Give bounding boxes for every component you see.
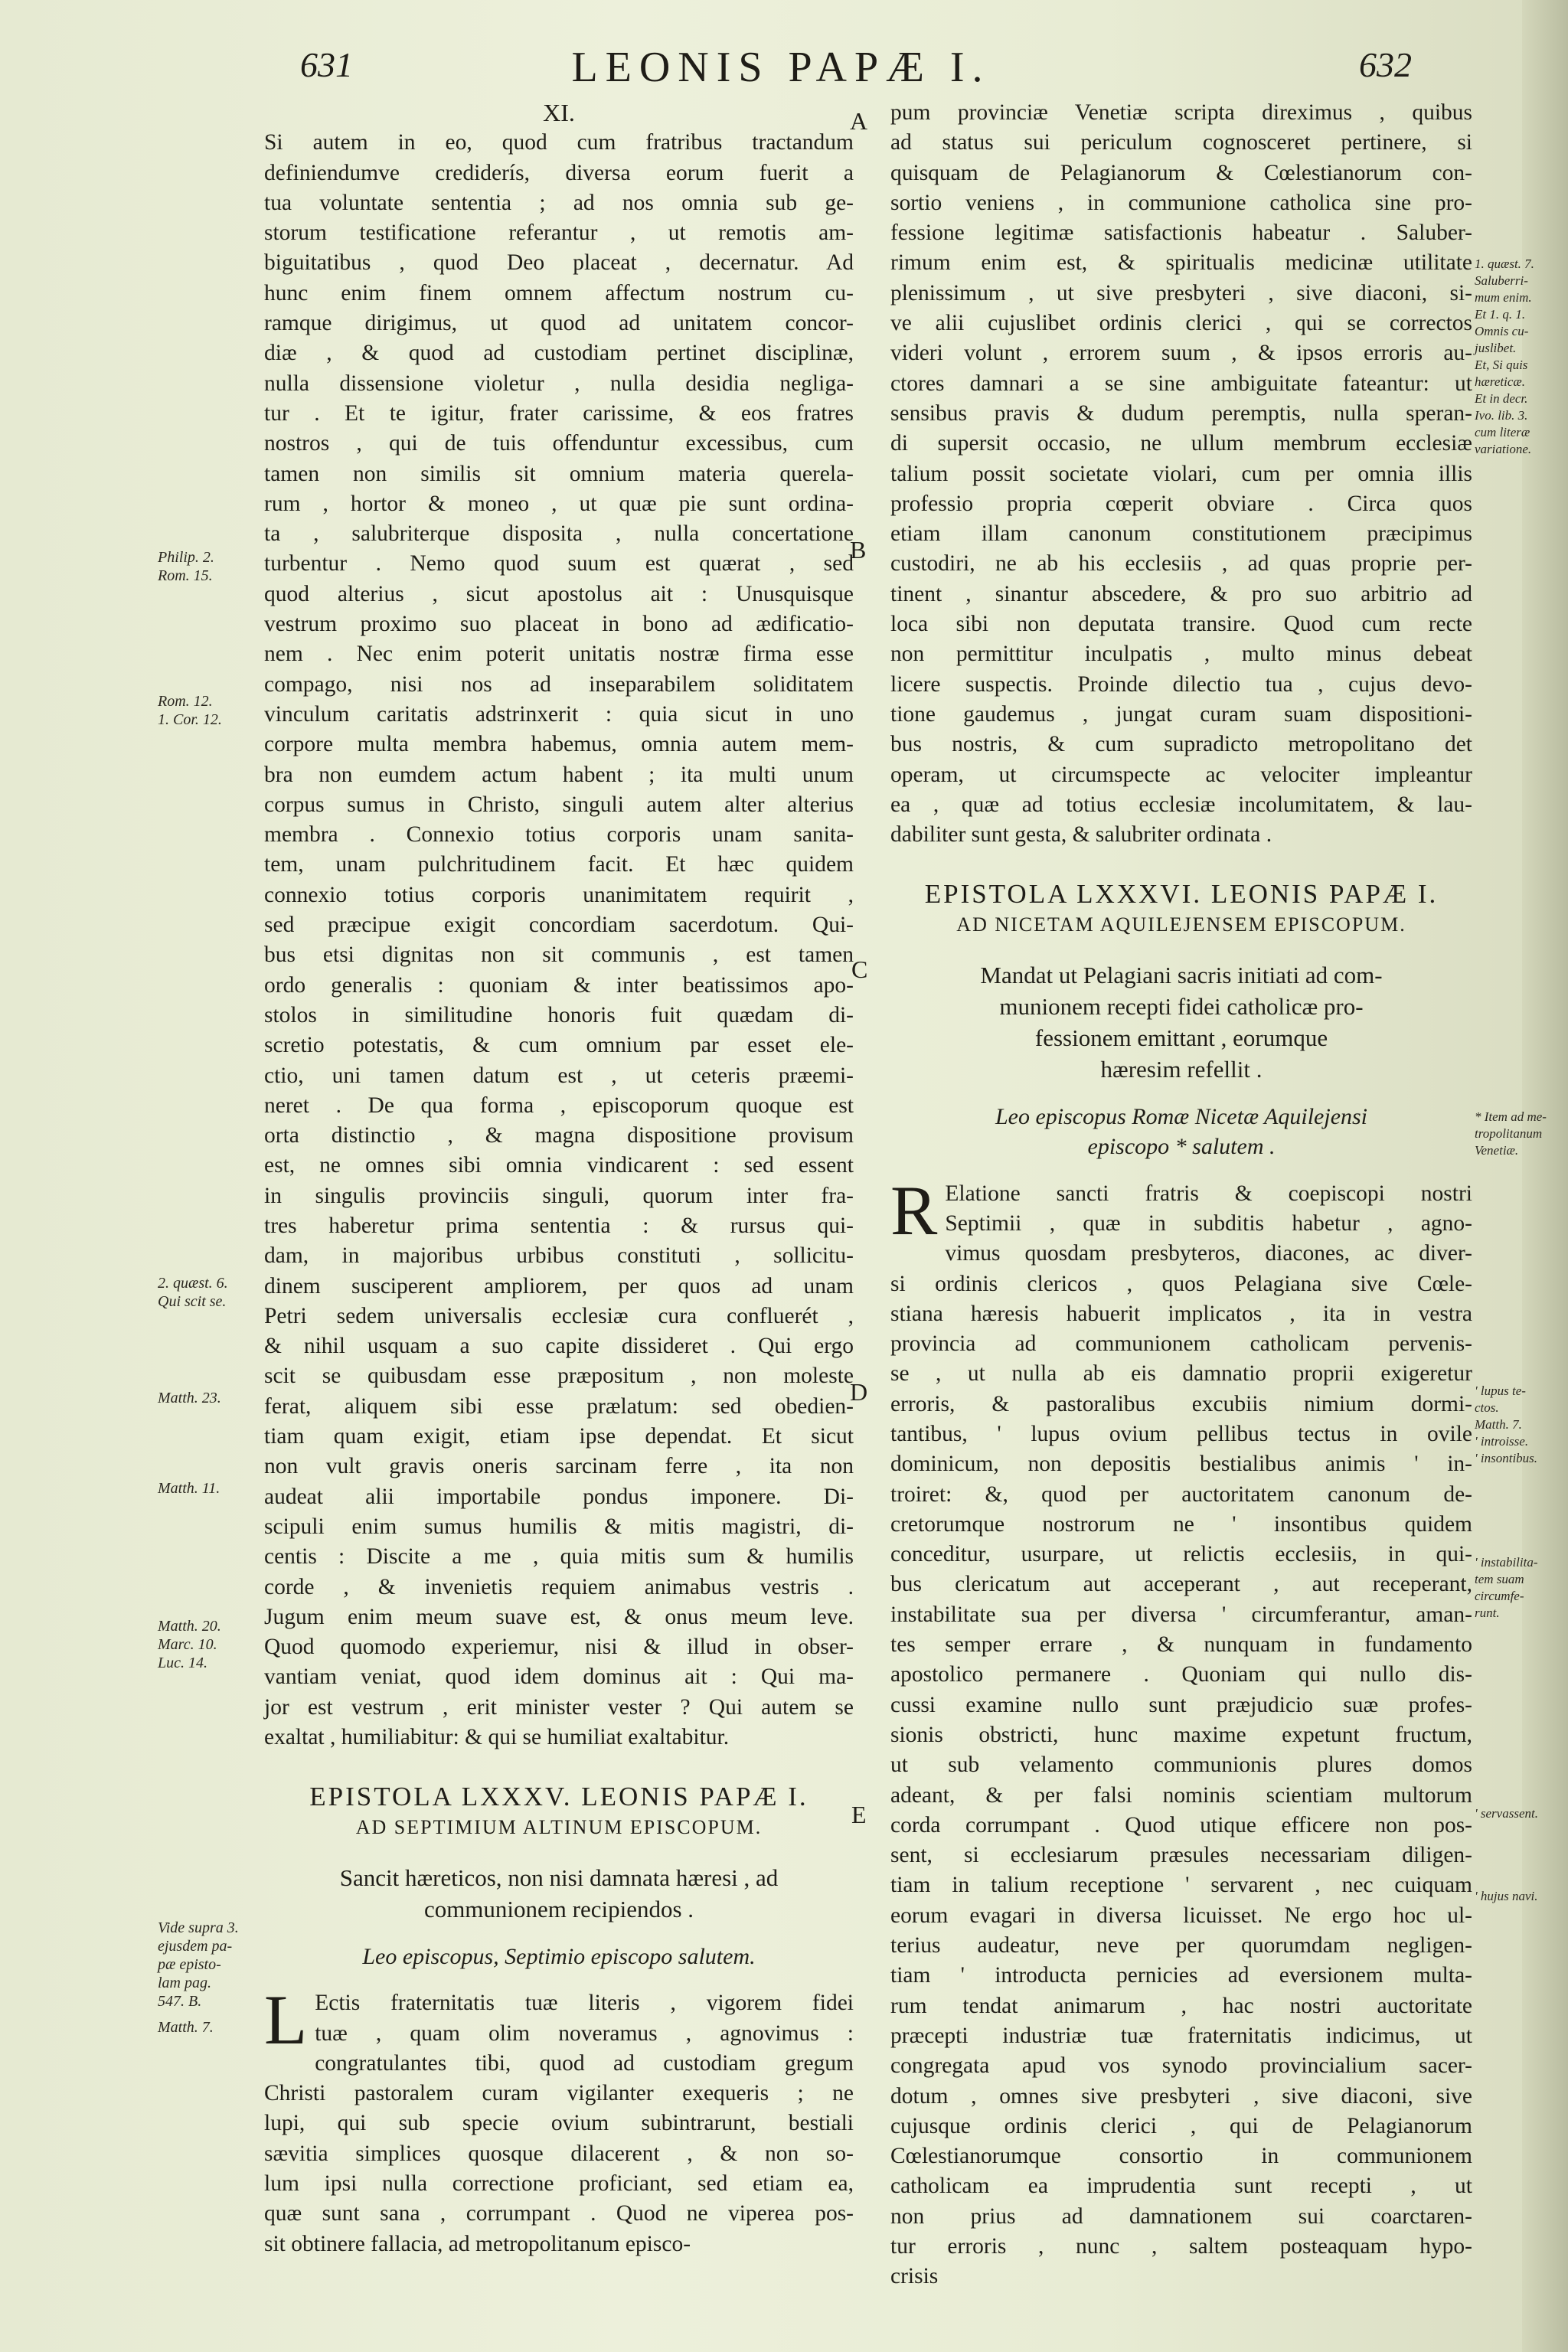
text-line: corpus sumus in Christo, singuli autem alter alterius bbox=[264, 792, 854, 817]
text-line: sed præcipue exigit concordiam sacerdotum. Qui- bbox=[264, 913, 854, 938]
text-line: neret . De qua forma , episcoporum quoque est bbox=[264, 1093, 854, 1118]
margin-note: Rom. 12. 1. Cor. 12. bbox=[158, 693, 222, 728]
epistle-86-subheading: AD NICETAM AQUILEJENSEM EPISCOPUM. bbox=[956, 913, 1406, 936]
epistle-86-summary bbox=[890, 959, 1472, 1085]
text-line: nulla dissensione violetur , nulla desidia negliga- bbox=[264, 371, 854, 396]
text-line: tiam quam exigit, etiam ipse dependat. Et sicut bbox=[264, 1424, 854, 1449]
right-body-text bbox=[890, 98, 1472, 850]
text-line: ferat, aliquem sibi esse prælatum: sed obedien- bbox=[264, 1393, 854, 1419]
text-line: terius audeatur, neve per quorumdam negligen- bbox=[890, 1933, 1472, 1958]
text-line: si ordinis clericos , quos Pelagiana sive Cœle- bbox=[890, 1271, 1472, 1296]
epistle-86-body bbox=[890, 1171, 1472, 2292]
text-line: Cœlestianorumque consortio in communionem bbox=[890, 2144, 1472, 2169]
section-letter-a: A bbox=[850, 107, 868, 135]
text-line: vimus quosdam presbyteros, diacones, ac diver- bbox=[945, 1241, 1472, 1266]
epistle-86-heading: EPISTOLA LXXXVI. LEONIS PAPÆ I. bbox=[924, 879, 1439, 910]
summary-line: fessionem emittant , eorumque bbox=[1034, 1024, 1328, 1052]
text-line: ea , quæ ad totius ecclesiæ incolumitatem, & lau- bbox=[890, 792, 1472, 817]
text-line: di supersit occasio, ne ullum membrum ecclesiæ bbox=[890, 431, 1472, 456]
text-line: ctores damnari a se sine ambiguitate fateantur: ut bbox=[890, 371, 1472, 396]
text-line: lum ipsi nulla correctione proficiant, sed etiam ea, bbox=[264, 2171, 854, 2196]
text-line: provincia ad communionem catholicam pervenis- bbox=[890, 1331, 1472, 1357]
text-line: videri volunt , errorem suum , & ipsos erroris au- bbox=[890, 341, 1472, 366]
text-line: Christi pastoralem curam vigilanter exequeris ; ne bbox=[264, 2081, 854, 2106]
text-line: ta , salubriterque disposita , nulla concertatione bbox=[264, 521, 854, 547]
folio-left: 631 bbox=[300, 45, 353, 84]
text-line: diæ , & quod ad custodiam pertinet disciplinæ, bbox=[264, 341, 854, 366]
margin-note: ' lupus te- ctos. Matth. 7. ' introisse. ' insontibus. bbox=[1475, 1383, 1538, 1465]
summary-line: Sancit hæreticos, non nisi damnata hæresi , ad bbox=[339, 1864, 779, 1891]
left-body-text bbox=[264, 128, 854, 1753]
text-line: definiendumve crediderís, diversa eorum fuerit a bbox=[264, 160, 854, 185]
text-line: sionis obstricti, hunc maxime expetunt fructum, bbox=[890, 1722, 1472, 1747]
text-line: Quod quomodo experiemur, nisi & illud in obser- bbox=[264, 1635, 854, 1660]
text-line: connexio totius corporis unanimitatem requirit , bbox=[264, 882, 854, 907]
text-line: professio propria cœperit obviare . Circa quos bbox=[890, 491, 1472, 516]
text-line: dam, in majoribus urbibus constituti , sollicitu- bbox=[264, 1243, 854, 1269]
text-line: bus nostris, & cum supradicto metropolitano det bbox=[890, 732, 1472, 757]
folio-right: 632 bbox=[1359, 45, 1412, 84]
text-line: tes semper errare , & nunquam in fundamento bbox=[890, 1632, 1472, 1658]
text-line: scipuli enim sumus humilis & mitis magistri, di- bbox=[264, 1514, 854, 1539]
text-line: custodiri, ne ab his ecclesiis , ad quas proprie per- bbox=[890, 551, 1472, 577]
text-line: tiam ' introducta pernicies ad eversionem multa- bbox=[890, 1963, 1472, 1988]
text-line: talium possit societate violari, cum per omnia illis bbox=[890, 461, 1472, 486]
epistle-85-body bbox=[264, 1981, 854, 2259]
text-line: orta distinctio , & magna dispositione provisum bbox=[264, 1123, 854, 1148]
text-line: hunc enim finem omnem affectum nostrum cu- bbox=[264, 280, 854, 305]
text-line: cujusque ordinis clerici , qui de Pelagianorum bbox=[890, 2113, 1472, 2138]
text-line: vestrum proximo suo placeat in bono ad ædificatio- bbox=[264, 612, 854, 637]
text-line: tua voluntate sententia ; ad nos omnia sub ge- bbox=[264, 190, 854, 215]
epistle-85-summary bbox=[264, 1862, 854, 1925]
margin-note: 2. quæst. 6. Qui scit se. bbox=[158, 1275, 228, 1310]
text-line: bra non eumdem actum habent ; ita multi unum bbox=[264, 762, 854, 787]
drop-cap: L bbox=[264, 1981, 308, 2060]
text-line: est, ne omnes sibi omnia vindicarent : sed essent bbox=[264, 1153, 854, 1178]
summary-line: Mandat ut Pelagiani sacris initiati ad com- bbox=[980, 962, 1383, 989]
text-line: congratulantes tibi, quod ad custodiam gregum bbox=[315, 2050, 854, 2076]
text-line: catholicam ea imprudentia sunt recepti , ut bbox=[890, 2174, 1472, 2199]
running-head: LEONIS PAPÆ I. bbox=[571, 44, 991, 91]
text-line: ramque dirigimus, ut quod ad unitatem concor- bbox=[264, 311, 854, 336]
summary-line: hæresim refellit . bbox=[1100, 1056, 1263, 1083]
margin-note: Matth. 20. Marc. 10. Luc. 14. bbox=[158, 1618, 221, 1671]
text-line: dinem susciperent ampliorem, per quos ad unam bbox=[264, 1273, 854, 1298]
text-line: cretorumque nostrorum ne ' insontibus quidem bbox=[890, 1511, 1472, 1537]
text-line: lupi, qui sub specie ovium subintrarunt, bestiali bbox=[264, 2111, 854, 2136]
text-line: bus etsi dignitas non sit communis , est tamen bbox=[264, 942, 854, 968]
text-line: ctio, uni tamen datum est , ut ceteris præemi- bbox=[264, 1063, 854, 1088]
text-line: apostolico permanere . Quoniam qui nullo dis- bbox=[890, 1662, 1472, 1687]
text-line: stolos in similitudine honoris fuit quædam di- bbox=[264, 1002, 854, 1027]
text-line: bus clericatum aut acceperant , aut receperant, bbox=[890, 1572, 1472, 1597]
text-line: turbentur . Nemo quod suum est quærat , sed bbox=[264, 551, 854, 577]
salutation-line: Leo episcopus Romæ Nicetæ Aquilejensi bbox=[995, 1104, 1368, 1130]
text-line: scretio potestatis, & cum omnium par esset ele- bbox=[264, 1033, 854, 1058]
margin-note: ' hujus navi. bbox=[1475, 1889, 1538, 1903]
text-line: Petri sedem universalis ecclesiæ cura confluerét , bbox=[264, 1303, 854, 1328]
text-line: nostros , qui de tuis offenduntur excessibus, cum bbox=[264, 431, 854, 456]
text-line: tantibus, ' lupus ovium pellibus tectus in ovile bbox=[890, 1421, 1472, 1446]
text-line: centis : Discite a me , quia mitis sum & humilis bbox=[264, 1544, 854, 1570]
text-line: crisis bbox=[890, 2264, 939, 2289]
section-letter-c: C bbox=[851, 956, 868, 983]
text-line: tres haberetur prima sententia : & rursus qui- bbox=[264, 1213, 854, 1238]
text-line: in singulis provinciis singuli, quorum inter fra- bbox=[264, 1183, 854, 1208]
summary-line: communionem recipiendos . bbox=[423, 1895, 694, 1922]
margin-note: Philip. 2. Rom. 15. bbox=[158, 549, 214, 584]
text-line: dominicum, non depositis bestialibus animis ' in- bbox=[890, 1452, 1472, 1477]
text-line: stiana hæresis habuerit implicatos , ita in vestra bbox=[890, 1301, 1472, 1326]
text-line: jor est vestrum , erit minister vester ? Qui autem se bbox=[264, 1694, 854, 1720]
section-letter-b: B bbox=[850, 536, 867, 564]
right-column bbox=[890, 98, 1472, 2292]
text-line: Ectis fraternitatis tuæ literis , vigorem fidei bbox=[315, 1991, 854, 2016]
text-line: nem . Nec enim poterit unitatis nostræ firma esse bbox=[264, 642, 854, 667]
text-line: tamen non similis sit omnium materia querela- bbox=[264, 461, 854, 486]
text-line: se , ut nulla ab eis damnatio proprii exigeretur bbox=[890, 1361, 1472, 1387]
text-line: tione gaudemus , jungat curam suam dispositioni- bbox=[890, 701, 1472, 727]
text-line: vinculum caritatis adstrinxerit : quia sicut in uno bbox=[264, 701, 854, 727]
text-line: corpore multa membra habemus, omnia autem mem- bbox=[264, 732, 854, 757]
text-line: congregata apud vos synodo provincialium sacer- bbox=[890, 2053, 1472, 2079]
text-line: ve alii cujuslibet ordinis clerici , qui se correctos bbox=[890, 311, 1472, 336]
text-line: eorum evagari in diversa licuisset. Ne ergo hoc ul- bbox=[890, 1903, 1472, 1928]
text-line: fessione legitimæ satisfactionis habeatur . Saluber- bbox=[890, 220, 1472, 246]
text-line: præcepti industriæ tuæ fraternitatis indicimus, ut bbox=[890, 2023, 1472, 2048]
text-line: Jugum enim meum suave est, & onus meum leve. bbox=[264, 1604, 854, 1629]
text-line: erroris, & pastoralibus excubiis nimium dormi- bbox=[890, 1391, 1472, 1416]
margin-note: Matth. 23. bbox=[158, 1390, 221, 1406]
margin-note: Matth. 7. bbox=[158, 2019, 214, 2036]
epistle-85-subheading: AD SEPTIMIUM ALTINUM EPISCOPUM. bbox=[355, 1815, 763, 1838]
text-line: conceditur, usurpare, ut relictis ecclesiis, in qui- bbox=[890, 1542, 1472, 1567]
text-line: loca sibi non deputata transire. Quod cum recte bbox=[890, 612, 1472, 637]
text-line: ad status sui periculum cognosceret pertinere, si bbox=[890, 130, 1472, 155]
text-line: Elatione sancti fratris & coepiscopi nostri bbox=[945, 1181, 1472, 1206]
text-line: rimum enim est, & spiritualis medicinæ utilitate bbox=[890, 250, 1472, 276]
text-line: pum provinciæ Venetiæ scripta direximus , quibus bbox=[890, 100, 1472, 125]
text-line: biguitatibus , quod Deo placeat , decernatur. Ad bbox=[264, 250, 854, 276]
text-line: sent, si ecclesiarum præsules necessariam diligen- bbox=[890, 1843, 1472, 1868]
text-line: Septimii , quæ in subditis habetur , agno- bbox=[945, 1210, 1472, 1236]
text-line: non permittitur inculpatis , multo minus debeat bbox=[890, 642, 1472, 667]
text-line: exaltat , humiliabitur: & qui se humiliat exaltabitur. bbox=[264, 1725, 730, 1750]
text-line: scit se quibusdam esse præpositum , non moleste bbox=[264, 1364, 854, 1389]
salutation-line: episcopo * salutem . bbox=[1087, 1134, 1276, 1160]
summary-line: munionem recepti fidei catholicæ pro- bbox=[999, 993, 1364, 1021]
margin-note: 1. quæst. 7. Saluberri- mum enim. Et 1. q. 1. Omnis cu- juslibet. Et, Si quis hæreticæ. Et in decr. Ivo. lib. 3. cum literæ variatione. bbox=[1475, 256, 1534, 456]
text-line: membra . Connexio totius corporis unam sanita- bbox=[264, 822, 854, 848]
text-line: quod alterius , sicut apostolus ait : Unusquisque bbox=[264, 581, 854, 606]
text-line: sævitia simplices quosque dilacerent , & non so- bbox=[264, 2141, 854, 2166]
text-line: instabilitate sua per diversa ' circumferantur, aman- bbox=[890, 1602, 1472, 1627]
text-line: tuæ , quam olim noveramus , agnovimus : bbox=[315, 2020, 854, 2046]
text-line: tur erroris , nunc , saltem posteaquam hypo- bbox=[890, 2234, 1472, 2259]
text-line: cussi examine nullo sunt præjudicio suæ profes- bbox=[890, 1692, 1472, 1717]
text-line: troiret: &, quod per auctoritatem canonum de- bbox=[890, 1481, 1472, 1507]
margin-note: * Item ad me- tropolitanum Venetiæ. bbox=[1475, 1109, 1547, 1158]
text-line: quisquam de Pelagianorum & Cœlestianorum con- bbox=[890, 160, 1472, 185]
text-line: operam, ut circumspecte ac velociter impleantur bbox=[890, 762, 1472, 787]
section-numeral: XI. bbox=[543, 99, 575, 126]
text-line: sensibus pravis & dudum peremptis, nulla speran- bbox=[890, 400, 1472, 426]
text-line: corde , & invenietis requiem animabus vestris . bbox=[264, 1574, 854, 1599]
text-line: sit obtinere fallacia, ad metropolitanum episco- bbox=[264, 2231, 691, 2256]
epistle-86-salutation bbox=[890, 1102, 1472, 1162]
text-line: adeant, & per falsi nominis scientiam multorum bbox=[890, 1782, 1472, 1808]
text-line: plenissimum , ut sive presbyteri , sive diaconi, si- bbox=[890, 280, 1472, 305]
epistle-85-salutation: Leo episcopus, Septimio episcopo salutem. bbox=[362, 1943, 756, 1969]
section-letter-e: E bbox=[851, 1801, 867, 1828]
margin-note: Vide supra 3. ejusdem pa- pæ episto- lam pag. 547. B. bbox=[158, 1919, 239, 2010]
text-line: compago, nisi nos ad inseparabilem soliditatem bbox=[264, 671, 854, 697]
text-line: dabiliter sunt gesta, & salubriter ordinata . bbox=[890, 822, 1272, 848]
text-line: rum , hortor & moneo , ut quæ pie sunt ordina- bbox=[264, 491, 854, 516]
text-line: ordo generalis : quoniam & inter beatissimos apo- bbox=[264, 972, 854, 998]
text-line: dotum , omnes sive presbyteri , sive diaconi, sive bbox=[890, 2083, 1472, 2109]
text-line: non vult gravis oneris sarcinam ferre , ita non bbox=[264, 1454, 854, 1479]
text-line: storum testificatione referantur , ut remotis am- bbox=[264, 220, 854, 246]
text-line: rum tendat animarum , hac nostri auctoritate bbox=[890, 1993, 1472, 2018]
margin-note: Matth. 11. bbox=[158, 1480, 220, 1497]
text-line: quæ sunt sana , corrumpant . Quod ne viperea pos- bbox=[264, 2201, 854, 2226]
text-line: tiam in talium receptione ' servarent , nec cuiquam bbox=[890, 1873, 1472, 1898]
text-line: & nihil usquam a suo capite dissideret . Qui ergo bbox=[264, 1334, 854, 1359]
text-line: etiam illam canonum constitutionem præcipimus bbox=[890, 521, 1472, 547]
text-line: corda corrumpant . Quod utique efficere non pos- bbox=[890, 1812, 1472, 1838]
text-line: licere suspectis. Proinde dilectio tua , cujus devo- bbox=[890, 671, 1472, 697]
text-line: tur . Et te igitur, frater carissime, & eos fratres bbox=[264, 400, 854, 426]
text-line: Si autem in eo, quod cum fratribus tractandum bbox=[264, 130, 854, 155]
text-line: audeat alii importabile pondus imponere. Di- bbox=[264, 1484, 854, 1509]
text-line: vantiam veniat, quod idem dominus ait : Qui ma- bbox=[264, 1664, 854, 1690]
section-letter-d: D bbox=[850, 1378, 868, 1406]
left-column bbox=[264, 98, 854, 2259]
text-line: ut sub velamento communionis plures domos bbox=[890, 1753, 1472, 1778]
text-line: sortio veniens , in communione catholica sine pro- bbox=[890, 190, 1472, 215]
margin-note: ' instabilita- tem suam circumfe- runt. bbox=[1475, 1555, 1538, 1620]
epistle-85-heading: EPISTOLA LXXXV. LEONIS PAPÆ I. bbox=[309, 1782, 808, 1812]
text-line: tem, unam pulchritudinem facit. Et hæc quidem bbox=[264, 852, 854, 877]
drop-cap: R bbox=[890, 1171, 938, 1250]
text-line: non prius ad damnationem sui coarctaren- bbox=[890, 2203, 1472, 2229]
margin-note: ' servassent. bbox=[1475, 1806, 1538, 1821]
text-line: tinent , sinantur abscedere, & pro suo arbitrio ad bbox=[890, 581, 1472, 606]
